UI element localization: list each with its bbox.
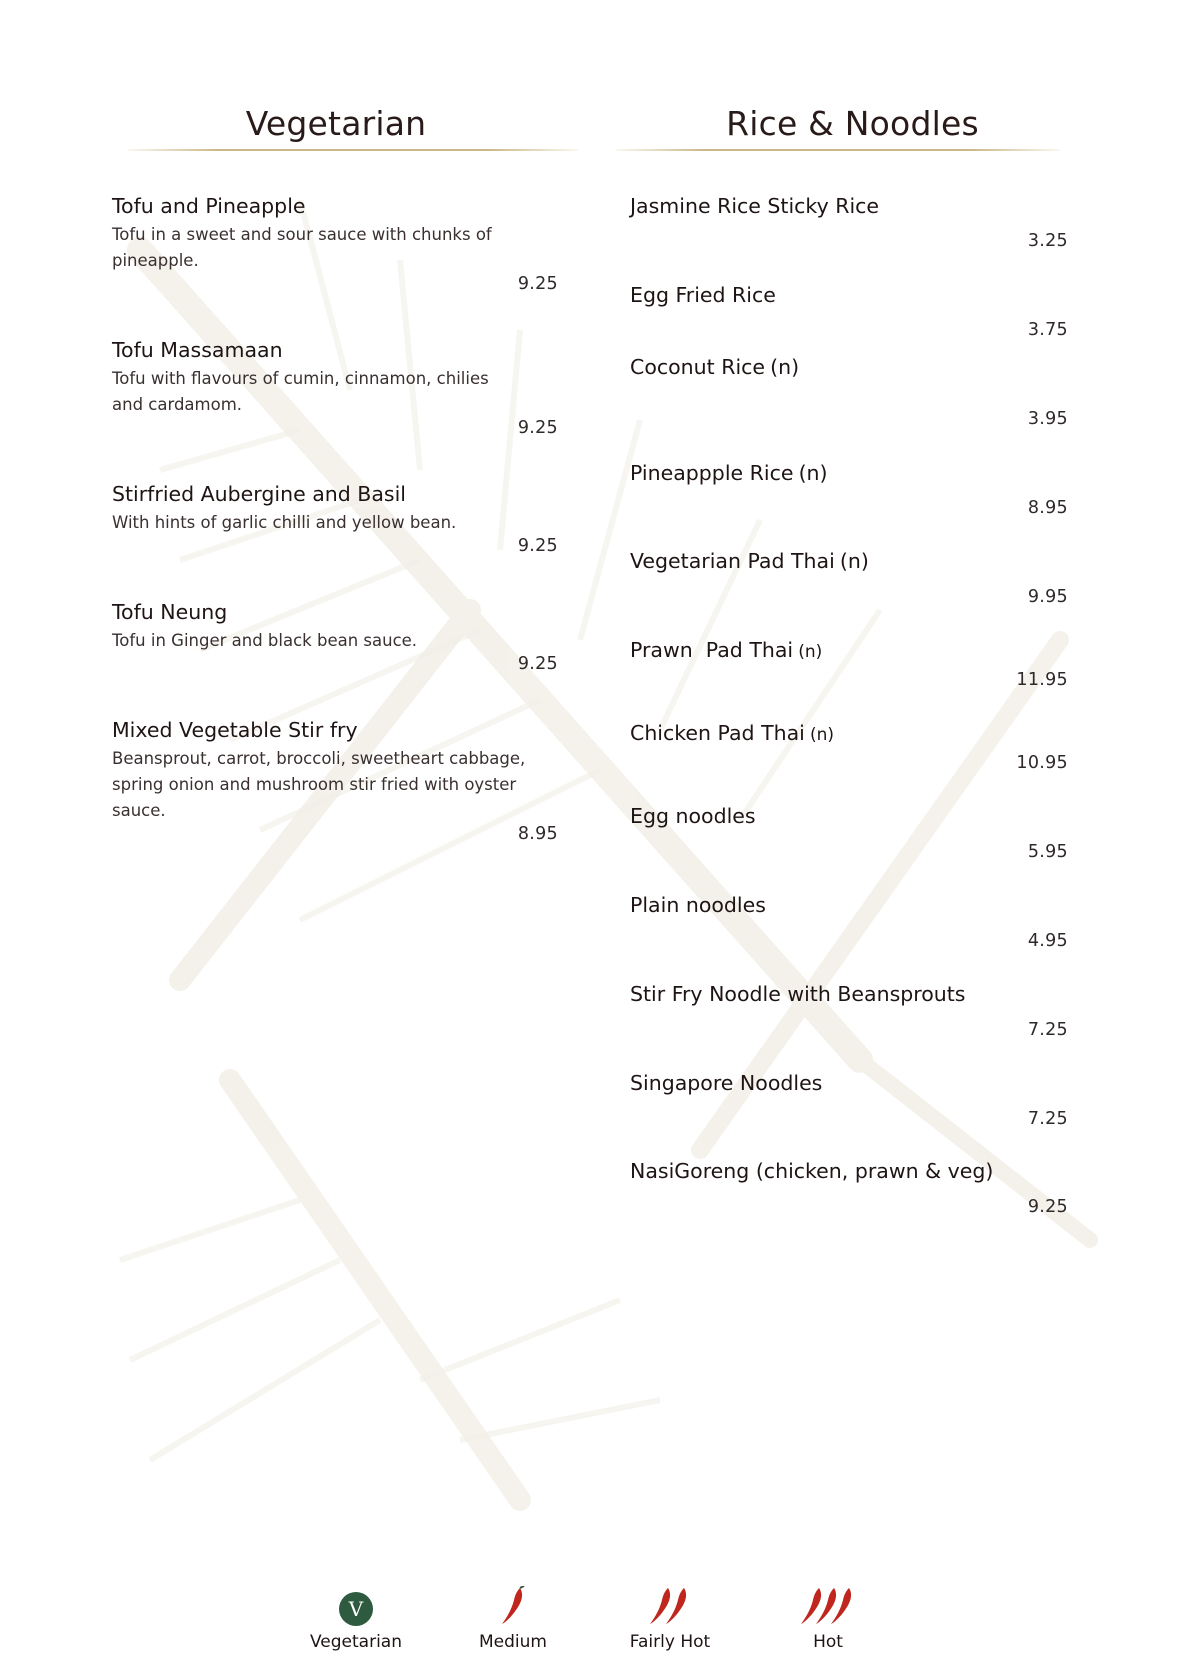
item-name: Chicken Pad Thai bbox=[630, 721, 805, 745]
item-price: 9.25 bbox=[517, 418, 558, 438]
menu-item bbox=[630, 355, 799, 379]
chilli-triple-icon bbox=[799, 1586, 857, 1626]
menu-item bbox=[630, 283, 776, 307]
section-heading-vegetarian: Vegetarian bbox=[245, 104, 427, 143]
menu-item bbox=[630, 638, 822, 662]
item-name: Prawn Pad Thai bbox=[630, 638, 794, 662]
legend-fairly-hot bbox=[610, 1586, 730, 1652]
item-name: Singapore Noodles bbox=[630, 1071, 823, 1095]
item-name: Stir Fry Noodle with Beansprouts bbox=[630, 982, 966, 1006]
vegetarian-badge-icon: V bbox=[339, 1592, 373, 1626]
nut-tag: (n) bbox=[798, 461, 828, 485]
item-price: 4.95 bbox=[1027, 931, 1068, 951]
item-price: 3.95 bbox=[1027, 409, 1068, 429]
item-price: 3.25 bbox=[1027, 231, 1068, 251]
item-name: Pineappple Rice bbox=[630, 461, 794, 485]
item-name: Egg noodles bbox=[630, 804, 756, 828]
item-name: Mixed Vegetable Stir fry bbox=[112, 718, 358, 742]
item-price: 7.25 bbox=[1027, 1020, 1068, 1040]
item-price: 9.25 bbox=[517, 274, 558, 294]
legend-label: Medium bbox=[479, 1632, 547, 1652]
item-price: 8.95 bbox=[1027, 498, 1068, 518]
item-price: 11.95 bbox=[1016, 670, 1068, 690]
menu-item bbox=[630, 461, 828, 485]
menu-item bbox=[630, 893, 766, 917]
item-price: 3.75 bbox=[1027, 320, 1068, 340]
item-name: Stirfried Aubergine and Basil bbox=[112, 482, 406, 506]
spice-legend bbox=[0, 1586, 1188, 1676]
nut-tag: (n) bbox=[839, 549, 869, 573]
nut-tag: (n) bbox=[809, 725, 834, 745]
menu-item bbox=[630, 1071, 822, 1095]
item-description: Tofu with flavours of cumin, cinnamon, chilies and cardamom. bbox=[112, 369, 489, 414]
chilli-icon bbox=[498, 1586, 528, 1626]
menu-item bbox=[112, 718, 542, 824]
item-description: Beansprout, carrot, broccoli, sweetheart cabbage, spring onion and mushroom stir fried with oyster sauce. bbox=[112, 749, 526, 820]
menu-item bbox=[112, 338, 512, 418]
heading-underline bbox=[616, 149, 1060, 151]
menu-item bbox=[630, 194, 879, 218]
menu-item bbox=[112, 600, 552, 654]
legend-vegetarian bbox=[296, 1586, 416, 1652]
legend-hot bbox=[768, 1586, 888, 1652]
legend-label: Fairly Hot bbox=[629, 1632, 711, 1652]
item-name: Egg Fried Rice bbox=[630, 283, 776, 307]
item-name: Vegetarian Pad Thai bbox=[630, 549, 835, 573]
item-description: With hints of garlic chilli and yellow bean. bbox=[112, 513, 457, 532]
item-price: 5.95 bbox=[1027, 842, 1068, 862]
item-name: Tofu Massamaan bbox=[112, 338, 283, 362]
item-price: 9.95 bbox=[1027, 587, 1068, 607]
legend-label: Vegetarian bbox=[309, 1632, 402, 1652]
item-price: 8.95 bbox=[517, 824, 558, 844]
legend-medium bbox=[453, 1586, 573, 1652]
nut-tag: (n) bbox=[770, 355, 800, 379]
nut-tag: (n) bbox=[798, 642, 823, 662]
menu-item bbox=[112, 194, 532, 274]
item-name: NasiGoreng (chicken, prawn & veg) bbox=[630, 1159, 994, 1183]
item-name: Jasmine Rice Sticky Rice bbox=[630, 194, 880, 218]
legend-label: Hot bbox=[813, 1632, 843, 1652]
item-name: Plain noodles bbox=[630, 893, 766, 917]
item-name: Coconut Rice bbox=[630, 355, 766, 379]
item-price: 9.25 bbox=[517, 536, 558, 556]
menu-item bbox=[630, 1159, 993, 1183]
heading-underline bbox=[128, 149, 578, 151]
item-description: Tofu in a sweet and sour sauce with chunks of pineapple. bbox=[112, 225, 492, 270]
menu-item bbox=[112, 482, 552, 536]
chilli-double-icon bbox=[648, 1586, 692, 1626]
item-price: 7.25 bbox=[1027, 1109, 1068, 1129]
item-price: 9.25 bbox=[517, 654, 558, 674]
item-price: 10.95 bbox=[1016, 753, 1068, 773]
menu-item bbox=[630, 982, 966, 1006]
section-heading-rice-noodles: Rice & Noodles bbox=[726, 104, 979, 143]
menu-item bbox=[630, 549, 869, 573]
item-name: Tofu Neung bbox=[112, 600, 228, 624]
item-name: Tofu and Pineapple bbox=[112, 194, 306, 218]
item-price: 9.25 bbox=[1027, 1197, 1068, 1217]
item-description: Tofu in Ginger and black bean sauce. bbox=[112, 631, 418, 650]
menu-item bbox=[630, 721, 834, 745]
menu-item bbox=[630, 804, 756, 828]
